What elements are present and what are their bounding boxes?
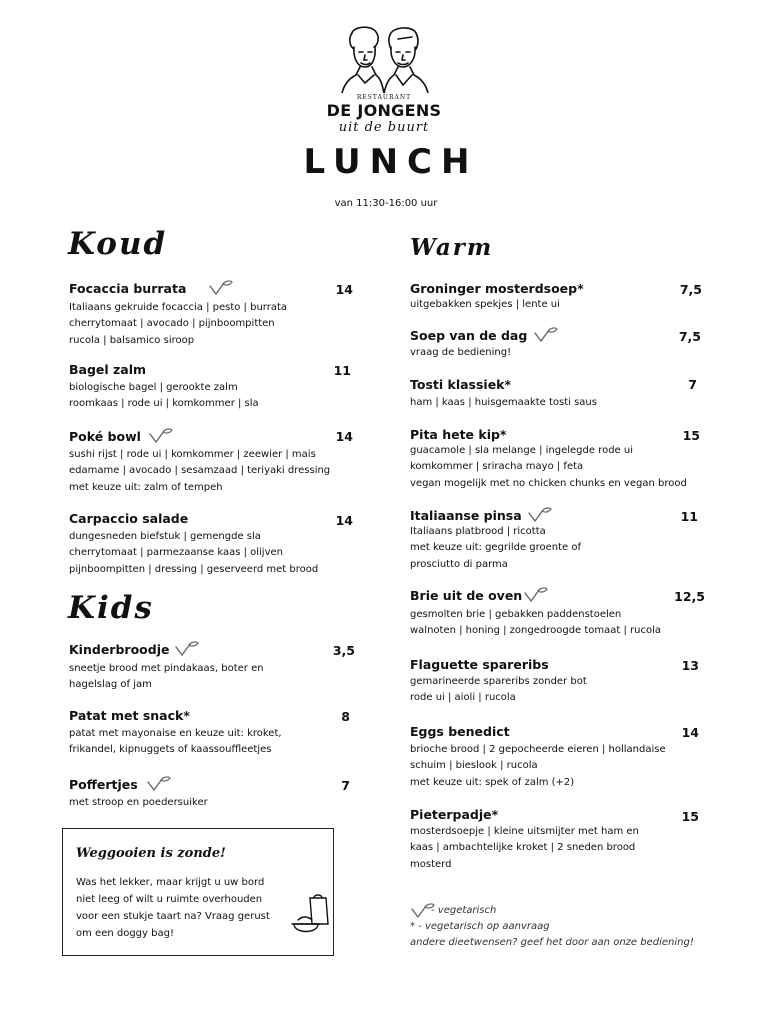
menu-item-name: Kinderbroodje — [69, 642, 170, 657]
restaurant-logo — [318, 25, 450, 137]
legend-vegetarian-on-request: * - vegetarisch op aanvraag — [410, 921, 550, 932]
menu-item-name: Eggs benedict — [410, 724, 510, 739]
vegetarian-icon — [146, 776, 172, 792]
menu-item-name: Soep van de dag — [410, 328, 528, 343]
menu-item-description: biologische bagel | gerookte zalm roomkaas | rode ui | komkommer | sla — [69, 382, 259, 410]
menu-item-description: Italiaans platbrood | ricotta met keuze uit: gegrilde groente of prosciutto di parma — [410, 526, 582, 570]
vegetarian-icon — [527, 507, 553, 523]
menu-item-price: 3,5 — [332, 643, 355, 658]
menu-item-name: Bagel zalm — [69, 362, 147, 377]
menu-item-price: 15 — [682, 428, 700, 443]
menu-item-price: 14 — [681, 725, 699, 740]
logo-tagline: uit de buurt — [338, 120, 430, 135]
menu-item-price: 8 — [341, 709, 350, 724]
menu-item-name: Poké bowl — [69, 429, 141, 444]
section-title-koud: Koud — [68, 226, 168, 262]
menu-item-description: guacamole | sla melange | ingelegde rode ui komkommer | sriracha mayo | feta vegan mogelijk met no chicken chunks en vegan brood — [410, 445, 687, 489]
section-title-kids: Kids — [68, 590, 154, 626]
menu-item-price: 11 — [680, 509, 698, 524]
menu-item-price: 13 — [681, 658, 699, 673]
legend-vegetarian: - vegetarisch — [431, 905, 497, 916]
opening-hours: van 11:30-16:00 uur — [334, 198, 438, 209]
legend-dietary-note: andere dieetwensen? geef het door aan onze bediening! — [410, 937, 694, 948]
menu-item-price: 14 — [335, 282, 353, 297]
menu-item-name: Brie uit de oven — [410, 588, 523, 603]
menu-item-description: vraag de bediening! — [410, 347, 512, 358]
menu-item-price: 7,5 — [678, 329, 701, 344]
menu-item-description: brioche brood | 2 gepocheerde eieren | hollandaise schuim | bieslook | rucola met keuze uit: spek of zalm (+2) — [410, 744, 666, 788]
menu-item-description: patat met mayonaise en keuze uit: kroket, frikandel, kipnuggets of kaassouffleetjes — [69, 728, 282, 756]
notice-text: Was het lekker, maar krijgt u uw bord niet leeg of wilt u ruimte overhouden voor een stukje taart na? Vraag gerust om een doggy bag! — [76, 877, 270, 939]
vegetarian-icon — [523, 587, 549, 603]
vegetarian-icon — [174, 641, 200, 657]
menu-item-price: 11 — [333, 363, 351, 378]
menu-item-name: Tosti klassiek* — [410, 377, 512, 392]
menu-item-name: Focaccia burrata — [69, 281, 187, 296]
menu-item-price: 14 — [335, 513, 353, 528]
menu-item-description: mosterdsoepje | kleine uitsmijter met ham en kaas | ambachtelijke kroket | 2 sneden brood mosterd — [410, 826, 639, 870]
vegetarian-icon — [208, 280, 234, 296]
menu-item-price: 15 — [681, 809, 699, 824]
menu-item-name: Italiaanse pinsa — [410, 508, 522, 523]
menu-item-description: sneetje brood met pindakaas, boter en hagelslag of jam — [69, 663, 264, 691]
menu-item-name: Pita hete kip* — [410, 427, 507, 442]
menu-item-name: Flaguette spareribs — [410, 657, 549, 672]
menu-item-name: Pieterpadje* — [410, 807, 499, 822]
menu-item-name: Groninger mosterdsoep* — [410, 281, 584, 296]
notice-title: Weggooien is zonde! — [76, 846, 226, 861]
menu-item-price: 7 — [341, 778, 350, 793]
vegetarian-icon — [148, 428, 174, 444]
menu-item-description: gesmolten brie | gebakken paddenstoelen walnoten | honing | zongedroogde tomaat | rucola — [410, 609, 662, 637]
menu-item-price: 12,5 — [674, 589, 705, 604]
menu-item-description: dungesneden biefstuk | gemengde sla cherrytomaat | parmezaanse kaas | olijven pijnboompitten | dressing | geserveerd met brood — [69, 531, 319, 575]
menu-item-price: 7 — [688, 377, 697, 392]
chef-faces-icon — [338, 25, 430, 93]
menu-item-name: Carpaccio salade — [69, 511, 189, 526]
logo-restaurant-label: RESTAURANT — [356, 94, 412, 101]
section-title-warm: Warm — [410, 234, 494, 261]
menu-item-description: ham | kaas | huisgemaakte tosti saus — [410, 397, 597, 408]
menu-item-name: Poffertjes — [69, 777, 138, 792]
menu-item-price: 7,5 — [679, 282, 702, 297]
menu-item-description: Italiaans gekruide focaccia | pesto | burrata cherrytomaat | avocado | pijnboompitten rucola | balsamico siroop — [69, 302, 288, 346]
menu-item-description: met stroop en poedersuiker — [69, 797, 208, 808]
page-title: LUNCH — [303, 142, 479, 182]
logo-name: DE JONGENS — [326, 101, 442, 120]
menu-item-price: 14 — [335, 429, 353, 444]
menu-item-description: sushi rijst | rode ui | komkommer | zeewier | mais edamame | avocado | sesamzaad | teriyaki dressing met keuze uit: zalm of tempeh — [69, 449, 331, 493]
menu-item-description: gemarineerde spareribs zonder bot rode ui | aioli | rucola — [410, 676, 587, 704]
menu-item-name: Patat met snack* — [69, 708, 190, 723]
vegetarian-icon — [533, 327, 559, 343]
menu-item-description: uitgebakken spekjes | lente ui — [410, 299, 560, 310]
doggy-bag-icon — [290, 894, 330, 938]
